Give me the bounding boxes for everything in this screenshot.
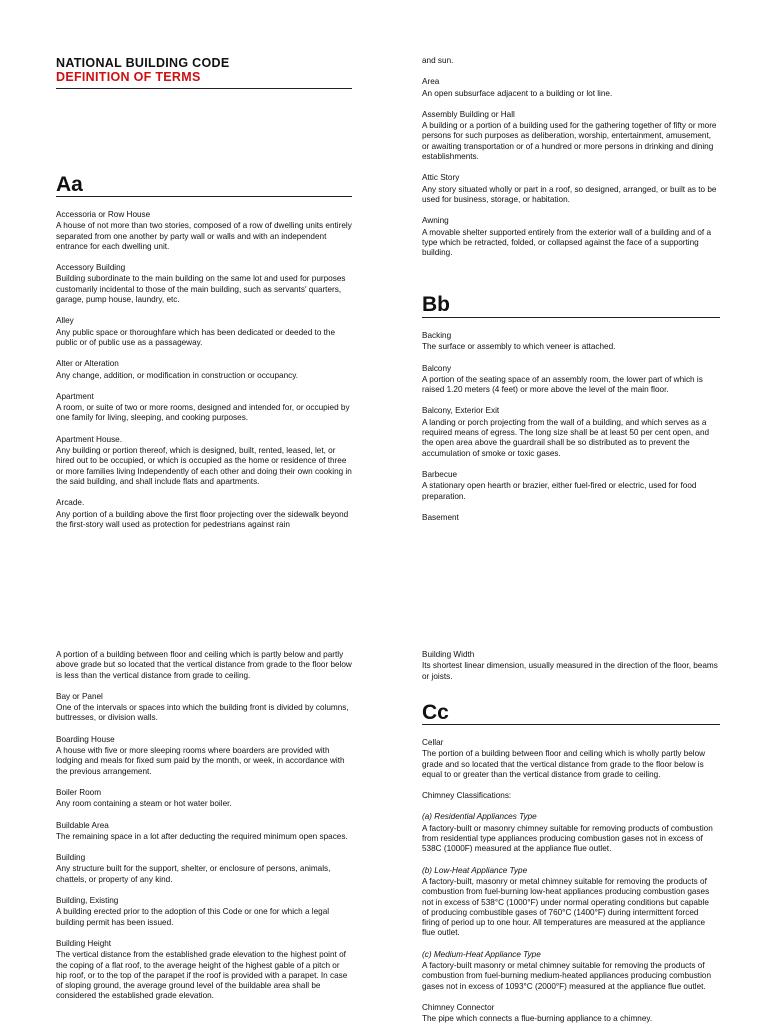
definition-entry xyxy=(422,650,718,682)
definition-entry xyxy=(422,56,718,66)
definition-entry xyxy=(56,896,352,928)
term-label: Apartment xyxy=(56,391,94,401)
definition-entry xyxy=(422,812,718,854)
term-definition: A factory-built masonry or metal chimney suitable for removing the products of combustion from fuel-burning medium-heated appliances producing combustion gases not in excess of 1093°C (2000°F) measured at the appliance flue outlet. xyxy=(422,961,711,991)
term-definition: Any building or portion thereof, which is designed, built, rented, leased, let, or hired out to be occupied, or which is occupied as the home or residence of three or more families living Independently of each other and doing their own cooking in the said building, and shall include flats and apartments. xyxy=(56,446,352,486)
term-label: Apartment House. xyxy=(56,434,122,444)
term-label: Cellar xyxy=(422,738,444,747)
term-definition: A house with five or more sleeping rooms where boarders are provided with lodging and meals for fixed sum paid by the month, or week, in accordance with the previous arrangement. xyxy=(56,746,345,776)
definition-entry xyxy=(422,216,718,258)
term-definition: The pipe which connects a flue-burning appliance to a chimney. xyxy=(422,1014,653,1024)
term-definition: An open subsurface adjacent to a building or lot line. xyxy=(422,88,613,98)
definition-entry xyxy=(56,210,352,252)
term-label: Buildable Area xyxy=(56,820,109,830)
term-definition: and sun. xyxy=(422,56,454,65)
term-definition: A portion of a building between floor and ceiling which is partly below and partly above grade but so located that the vertical distance from grade to the floor below is less than the vertical distance from grade to ceiling. xyxy=(56,650,352,680)
definition-entry xyxy=(56,498,352,530)
term-label: Area xyxy=(422,77,440,87)
term-definition: Its shortest linear dimension, usually measured in the direction of the floor, beams or joists. xyxy=(422,661,718,681)
definition-entry xyxy=(422,331,718,353)
term-label: Building Height xyxy=(56,938,112,948)
definition-entry xyxy=(56,735,352,777)
term-definition: A house of not more than two stories, composed of a row of dwelling units entirely separated from one another by party wall or walls and with an independent entrance for each dwelling unit. xyxy=(56,221,352,251)
definition-entry xyxy=(56,650,352,681)
section-heading-c: Cc xyxy=(422,701,449,724)
term-definition: The vertical distance from the established grade elevation to the highest point of the coping of a flat roof, to the average height of the highest gable of a pitch or hip roof, or to the top of the parapet if the roof is provided with a parapet. In case of sloping ground, the average ground level of the buildable area shall be considered the established grade elevation. xyxy=(56,950,348,1001)
definition-entry xyxy=(422,364,718,396)
term-definition: A room, or suite of two or more rooms, designed and intended for, or occupied by one family for living, sleeping, and cooking purposes. xyxy=(56,403,350,423)
definition-entry xyxy=(422,470,718,502)
term-definition: A building or a portion of a building used for the gathering together of fifty or more persons for such purposes as deliberation, worship, entertainment, amusement, or awaiting transportation or of a hundred or more persons in drinking and dining establishments. xyxy=(422,121,717,162)
term-label: Awning xyxy=(422,216,449,226)
term-label: Barbecue xyxy=(422,469,458,479)
term-definition: A building erected prior to the adoption of this Code or one for which a legal building permit has been issued. xyxy=(56,907,330,927)
term-label: Assembly Building or Hall xyxy=(422,109,515,119)
definition-entry xyxy=(56,359,352,381)
definition-entry xyxy=(56,821,352,843)
term-definition: Any portion of a building above the first floor projecting over the sidewalk beyond the first-story wall used as protection for pedestrians against rain xyxy=(56,509,349,529)
term-label: Bay or Panel xyxy=(56,691,103,701)
term-label: Building Width xyxy=(422,650,475,659)
definition-entry xyxy=(422,173,718,205)
definition-entry xyxy=(422,950,718,992)
term-label: Accessoria or Row House xyxy=(56,210,151,219)
term-definition: Any public space or thoroughfare which has been dedicated or deeded to the public or of public use as a passageway. xyxy=(56,327,336,347)
definition-entry xyxy=(56,853,352,885)
term-label: (a) Residential Appliances Type xyxy=(422,812,537,822)
definition-entry xyxy=(422,791,718,801)
definition-entry xyxy=(422,866,718,939)
term-definition: The surface or assembly to which veneer is attached. xyxy=(422,342,616,352)
section-heading-a: Aa xyxy=(56,173,83,196)
term-label: Accessory Building xyxy=(56,263,126,273)
definition-entry xyxy=(422,513,718,523)
document-title: NATIONAL BUILDING CODE xyxy=(56,56,230,70)
header-block xyxy=(56,56,352,84)
term-definition: A factory-built or masonry chimney suitable for removing products of combustion from residential type appliances producing combustion gases not in excess of 538C (1000F) measured at the appliance flue outlet. xyxy=(422,823,713,854)
term-label: Building, Existing xyxy=(56,896,119,906)
column-top-right xyxy=(422,56,718,269)
term-label: Boiler Room xyxy=(56,787,102,797)
column-top-left xyxy=(56,210,352,541)
header-rule xyxy=(56,88,352,89)
term-definition: The portion of a building between floor and ceiling which is wholly partly below grade and so located that the vertical distance from grade to the floor below is equal to or greater than the vertical distance from grade to ceiling. xyxy=(422,749,706,779)
term-label: Basement xyxy=(422,512,459,522)
definition-entry xyxy=(422,406,718,458)
definition-entry xyxy=(56,263,352,305)
term-label: Backing xyxy=(422,331,452,340)
definition-entry xyxy=(422,77,718,99)
definition-entry xyxy=(56,316,352,348)
term-definition: A stationary open hearth or brazier, either fuel-fired or electric, used for food preparation. xyxy=(422,481,697,501)
term-label: Building xyxy=(56,853,86,863)
term-label: Alter or Alteration xyxy=(56,359,119,369)
section-rule-a xyxy=(56,196,352,197)
term-definition: Any structure built for the support, shelter, or enclosure of persons, animals, chattels, or property of any kind. xyxy=(56,864,331,884)
term-label: Balcony xyxy=(422,363,452,373)
definition-entry xyxy=(56,392,352,424)
term-label: Chimney Connector xyxy=(422,1002,495,1012)
column-bottom-left xyxy=(56,650,352,1013)
term-definition: Any room containing a steam or hot water boiler. xyxy=(56,799,232,809)
document-subtitle: DEFINITION OF TERMS xyxy=(56,70,201,84)
term-label: (c) Medium-Heat Appliance Type xyxy=(422,949,541,959)
term-definition: A factory-built, masonry or metal chimney suitable for removing the products of combustion from fuel-burning low-heat appliances producing combustion gases not in excess of 538°C (1000°F) under normal operating conditions but capable of producing combustible gases of 760°C (1400°F) during intermittent forced firing of period up to one hour. All temperatures are measured at the appliance flue outlet. xyxy=(422,876,710,938)
definition-entry xyxy=(56,435,352,487)
term-definition: A landing or porch projecting from the wall of a building, and which serves as a required means of egress. The long size shall be at least 50 per cent open, and the open area above the guardrail shall be so distributed as to prevent the accumulation of smoke or toxic gases. xyxy=(422,417,710,458)
definition-entry xyxy=(422,738,718,780)
term-label: Alley xyxy=(56,316,74,326)
section-rule-c xyxy=(422,724,720,725)
column-bottom-right xyxy=(422,650,718,693)
term-label: (b) Low-Heat Appliance Type xyxy=(422,865,528,875)
definition-entry xyxy=(56,788,352,810)
term-label: Arcade. xyxy=(56,498,85,508)
section-heading-b: Bb xyxy=(422,293,450,316)
definition-entry xyxy=(56,939,352,1002)
definition-entry xyxy=(422,1003,718,1025)
term-definition: A portion of the seating space of an assembly room, the lower part of which is raised 1.20 meters (4 feet) or more above the level of the main floor. xyxy=(422,374,703,395)
term-definition: Any story situated wholly or part in a roof, so designed, arranged, or built as to be used for business, storage, or habitation. xyxy=(422,184,717,204)
term-definition: The remaining space in a lot after deducting the required minimum open spaces. xyxy=(56,831,348,841)
term-definition: Any change, addition, or modification in construction or occupancy. xyxy=(56,370,298,380)
definition-entry xyxy=(56,692,352,724)
term-definition: Building subordinate to the main building on the same lot and used for purposes customarily incidental to those of the main building, such as servants' quarters, garage, pump house, laundry, etc. xyxy=(56,274,346,305)
column-top-right-b xyxy=(422,331,718,534)
definition-entry xyxy=(422,110,718,162)
term-label: Chimney Classifications: xyxy=(422,791,512,801)
term-label: Attic Story xyxy=(422,173,460,183)
section-rule-b xyxy=(422,317,720,318)
term-label: Boarding House xyxy=(56,734,115,744)
term-definition: A movable shelter supported entirely from the exterior wall of a building and of a type which be retracted, folded, or collapsed against the face of a supporting building. xyxy=(422,227,711,258)
term-definition: One of the intervals or spaces into which the building front is divided by columns, buttresses, or division walls. xyxy=(56,703,349,723)
column-bottom-right-c xyxy=(422,738,718,1036)
term-label: Balcony, Exterior Exit xyxy=(422,406,500,416)
